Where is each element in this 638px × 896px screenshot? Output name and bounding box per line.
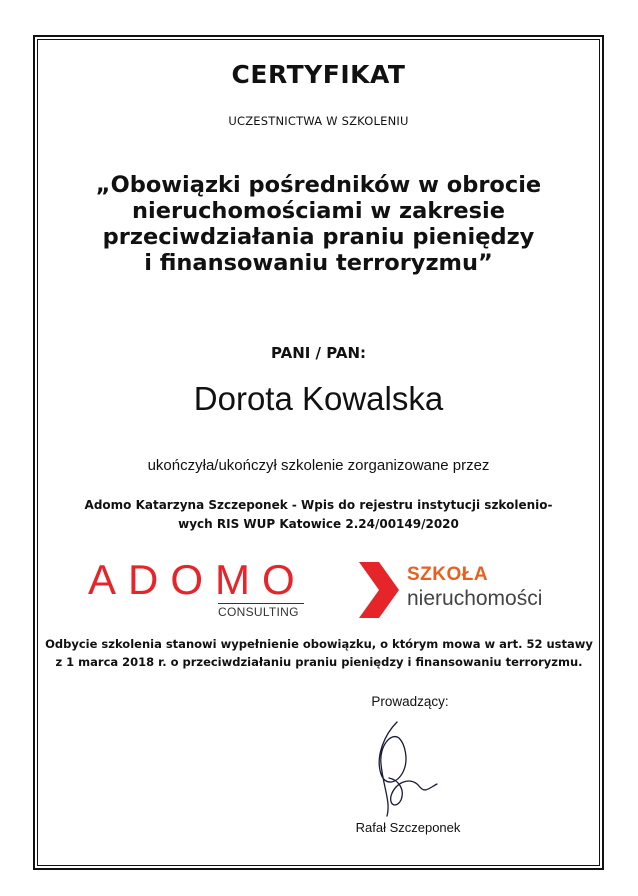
organizer-line: Adomo Katarzyna Szczeponek - Wpis do rejestru instytucji szkolenio- xyxy=(84,498,553,512)
organizer-info xyxy=(37,496,600,534)
course-title-line: nieruchomościami w zakresie xyxy=(131,198,506,224)
signature-image xyxy=(345,716,465,826)
course-title xyxy=(37,172,600,276)
certificate-inner-border xyxy=(37,39,600,866)
legal-basis-line: Odbycie szkolenia stanowi wypełnienie obowiązku, o którym mowa w art. 52 ustawy xyxy=(45,637,593,651)
szkola-logo-word: SZKOŁA xyxy=(407,564,489,585)
adomo-logo xyxy=(88,558,308,622)
szkola-logo-subtitle: nieruchomości xyxy=(407,587,543,610)
adomo-logo-subtitle: CONSULTING xyxy=(218,605,299,619)
course-title-line: „Obowiązki pośredników w obrocie xyxy=(95,172,542,198)
organizer-line: wych RIS WUP Katowice 2.24/00149/2020 xyxy=(178,517,459,531)
participant-name: Dorota Kowalska xyxy=(193,380,444,417)
legal-basis-line: z 1 marca 2018 r. o przeciwdziałaniu praniu pieniędzy i finansowaniu terroryzmu. xyxy=(55,655,583,669)
szkola-logo xyxy=(355,560,575,624)
adomo-logo-divider xyxy=(218,603,304,604)
course-title-line: i finansowaniu terroryzmu” xyxy=(144,250,493,276)
chevron-right-icon xyxy=(355,562,401,618)
course-title-line: przeciwdziałania praniu pieniędzy xyxy=(102,224,535,250)
completion-statement: ukończyła/ukończył szkolenie zorganizowane przez xyxy=(147,457,490,474)
certificate-title: CERTYFIKAT xyxy=(231,60,406,89)
lecturer-label: Prowadzący: xyxy=(371,694,449,709)
legal-basis xyxy=(34,635,604,671)
adomo-logo-word: ADOMO xyxy=(88,556,307,603)
salutation: PANI / PAN: xyxy=(270,344,367,362)
lecturer-name: Rafał Szczeponek xyxy=(355,820,461,835)
certificate-subtitle: UCZESTNICTWA W SZKOLENIU xyxy=(228,114,409,128)
